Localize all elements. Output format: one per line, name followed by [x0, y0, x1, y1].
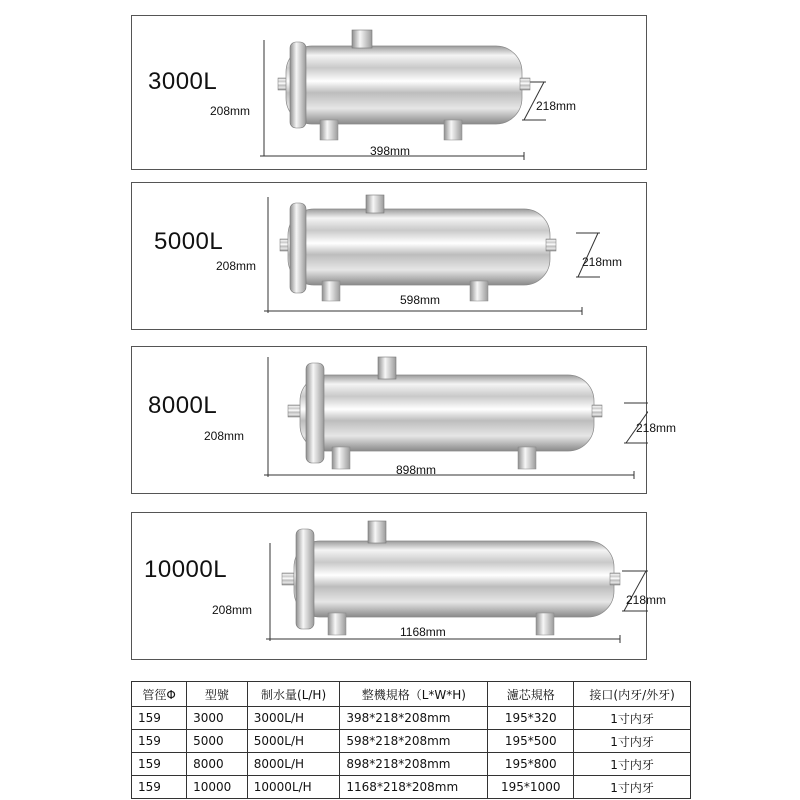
cell-flow-rate: 5000L/H: [247, 730, 340, 753]
capacity-label: 10000L: [144, 556, 228, 583]
cell-unit-size: 598*218*208mm: [340, 730, 488, 753]
diameter-dimension: 218mm: [636, 421, 677, 435]
header-cartridge-size: 濾芯規格: [488, 682, 574, 707]
height-dimension: 208mm: [216, 259, 257, 273]
length-dimension: 398mm: [370, 144, 411, 158]
table-row: [132, 753, 691, 776]
cell-connection: 1寸内牙: [574, 707, 691, 730]
cell-unit-size: 898*218*208mm: [340, 753, 488, 776]
cell-cartridge-size: 195*500: [488, 730, 574, 753]
cell-model: 5000: [187, 730, 248, 753]
cell-model: 10000: [187, 776, 248, 799]
diameter-dimension: 218mm: [582, 255, 623, 269]
filter-housing-image-8000: [132, 347, 648, 495]
cell-connection: 1寸内牙: [574, 730, 691, 753]
product-panel-10000: [131, 512, 667, 660]
spec-table: [131, 681, 691, 799]
cell-pipe-diameter: 159: [132, 753, 187, 776]
capacity-label: 8000L: [148, 392, 218, 419]
filter-housing-image-5000: [132, 183, 648, 331]
cell-model: 8000: [187, 753, 248, 776]
capacity-label: 5000L: [154, 228, 224, 255]
cell-pipe-diameter: 159: [132, 730, 187, 753]
header-pipe-diameter: 管徑Φ: [132, 682, 187, 707]
cell-cartridge-size: 195*1000: [488, 776, 574, 799]
cell-flow-rate: 10000L/H: [247, 776, 340, 799]
capacity-label: 3000L: [148, 68, 218, 95]
header-unit-size: 整機規格（L*W*H): [340, 682, 488, 707]
cell-flow-rate: 8000L/H: [247, 753, 340, 776]
table-row: [132, 707, 691, 730]
cell-pipe-diameter: 159: [132, 776, 187, 799]
height-dimension: 208mm: [204, 429, 245, 443]
header-flow-rate: 制水量(L/H): [247, 682, 340, 707]
header-connection: 接口(内牙/外牙): [574, 682, 691, 707]
product-panel-3000: [131, 15, 647, 170]
cell-flow-rate: 3000L/H: [247, 707, 340, 730]
diameter-dimension: 218mm: [626, 593, 667, 607]
cell-unit-size: 398*218*208mm: [340, 707, 488, 730]
length-dimension: 1168mm: [400, 625, 446, 639]
length-dimension: 898mm: [396, 463, 437, 477]
length-dimension: 598mm: [400, 293, 441, 307]
product-panel-8000: [131, 346, 677, 494]
diameter-dimension: 218mm: [536, 99, 577, 113]
cell-connection: 1寸内牙: [574, 753, 691, 776]
cell-unit-size: 1168*218*208mm: [340, 776, 488, 799]
product-panel-5000: [131, 182, 647, 330]
table-row: [132, 730, 691, 753]
height-dimension: 208mm: [212, 603, 253, 617]
cell-cartridge-size: 195*320: [488, 707, 574, 730]
header-model: 型號: [187, 682, 248, 707]
cell-pipe-diameter: 159: [132, 707, 187, 730]
height-dimension: 208mm: [210, 104, 251, 118]
table-header-row: [132, 682, 691, 707]
cell-connection: 1寸内牙: [574, 776, 691, 799]
table-row: [132, 776, 691, 799]
cell-model: 3000: [187, 707, 248, 730]
cell-cartridge-size: 195*800: [488, 753, 574, 776]
filter-housing-image-10000: [132, 513, 648, 661]
